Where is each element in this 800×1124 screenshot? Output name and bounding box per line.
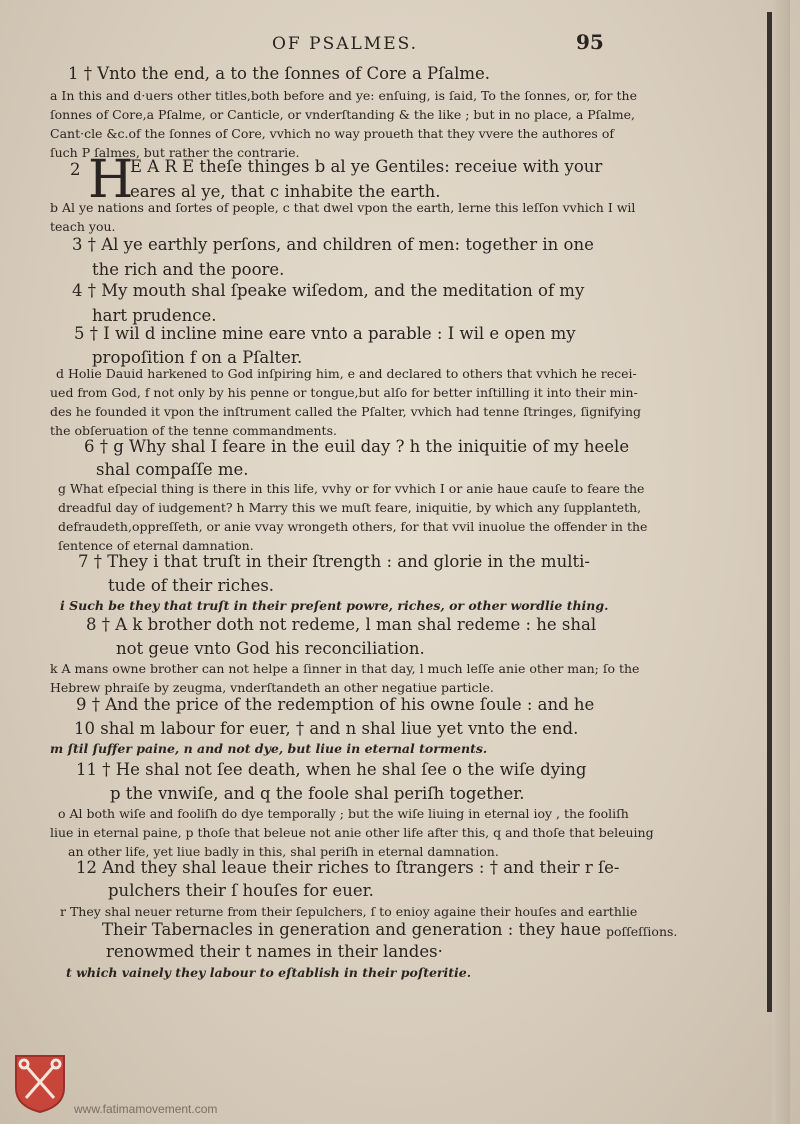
- verse-line: 2: [70, 160, 81, 179]
- annotation-line: Cant·cle &c.of the ſonnes of Core, vvhich no way proueth that they vvere the authores of: [50, 126, 614, 141]
- binding-edge: [767, 12, 772, 1012]
- annotation-line: g What eſpecial thing is there in this life, vvhy or for vvhich I or anie haue cauſe to feare the: [58, 481, 645, 496]
- page-number: 95: [576, 30, 604, 54]
- annotation-line: the obſeruation of the tenne commandments.: [50, 423, 337, 438]
- annotation-line: ſonnes of Core,a Pſalme, or Canticle, or vnderſtanding & the like ; but in no place, a Pſalme,: [50, 107, 635, 122]
- annotation-line: t which vainely they labour to eſtablish in their poſteritie.: [66, 965, 472, 980]
- drop-capital: H: [88, 150, 134, 210]
- annotation-line: d Holie Dauid harkened to God inſpiring him, e and declared to others that vvhich he recei-: [56, 366, 637, 381]
- verse-line: 4 † My mouth shal ſpeake wiſedom, and the meditation of my: [72, 281, 585, 300]
- annotation-line: defraudeth,oppreſſeth, or anie vvay wrongeth others, for that vvil inuolue the offender in the: [58, 519, 648, 534]
- scripture-page: [44, 30, 724, 980]
- verse-line: 7 † They i that truſt in their ſtrength : and glorie in the multi-: [78, 552, 590, 571]
- verse-line: 10 shal m labour for euer, † and n shal liue yet vnto the end.: [74, 719, 579, 738]
- verse-line: eares al ye, that c inhabite the earth.: [130, 182, 441, 201]
- annotation-line: a In this and d·uers other titles,both before and ye: enſuing, is ſaid, To the ſonnes, or, for the: [50, 88, 637, 103]
- verse-line: pulchers their ſ houſes for euer.: [108, 881, 374, 900]
- annotation-line: k A mans owne brother can not helpe a ſinner in that day, l much leſſe anie other man; ſo the: [50, 661, 640, 676]
- annotation-line: teach you.: [50, 219, 116, 234]
- verse-line: 12 And they shal leaue their riches to ſtrangers : † and their r ſe-: [76, 858, 620, 877]
- crossed-keys-shield-icon: [12, 1052, 68, 1114]
- annotation-line: m ſtil ſuffer paine, n and not dye, but liue in eternal torments.: [50, 741, 488, 756]
- annotation-line: i Such be they that truſt in their preſent powre, riches, or other wordlie thing.: [60, 598, 609, 613]
- page-edge-shadow: [772, 0, 790, 1124]
- running-title: OF PSALMES.: [272, 34, 419, 54]
- annotation-line: ſuch P ſalmes, but rather the contrarie.: [50, 145, 300, 160]
- verse-line: 1 † Vnto the end, a to the ſonnes of Core a Pſalme.: [68, 64, 491, 83]
- page-header: [44, 30, 724, 56]
- annotation-line: Hebrew phraiſe by zeugma, vnderſtandeth an other negatiue particle.: [50, 680, 494, 695]
- verse-line: 11 † He shal not ſee death, when he shal ſee o the wiſe dying: [76, 760, 587, 779]
- verse-line: shal compaſſe me.: [96, 460, 249, 479]
- annotation-line: b Al ye nations and ſortes of people, c that dwel vpon the earth, lerne this leſſon vvhich I wil: [50, 200, 636, 215]
- verse-line: 8 † A k brother doth not redeme, l man shal redeme : he shal: [86, 615, 597, 634]
- annotation-line: liue in eternal paine, p thoſe that beleue not anie other life after this, q and thoſe that beleuing: [50, 825, 654, 840]
- verse-line: Their Tabernacles in generation and generation : they haue: [102, 920, 602, 939]
- verse-line: 5 † I wil d incline mine eare vnto a parable : I wil e open my: [74, 324, 576, 343]
- verse-line: the rich and the poore.: [92, 260, 285, 279]
- verse-line: propoſition f on a Pſalter.: [92, 348, 303, 367]
- annotation-line: o Al both wiſe and fooliſh do dye temporally ; but the wiſe liuing in eternal ioy , the fooliſh: [58, 806, 629, 821]
- verse-line: tude of their riches.: [108, 576, 275, 595]
- footer-url[interactable]: www.fatimamovement.com: [74, 1102, 218, 1116]
- verse-line: p the vnwiſe, and q the foole shal periſh together.: [110, 784, 525, 803]
- annotation-line: an other life, yet liue badly in this, shal periſh in eternal damnation.: [68, 844, 499, 859]
- verse-line: renowmed their t names in their landes·: [106, 942, 443, 961]
- annotation-line: ued from God, f not only by his penne or tongue,but alſo for better inſtilling it into their min-: [50, 385, 638, 400]
- verse-line: E A R E theſe thinges b al ye Gentiles: receiue with your: [130, 157, 603, 176]
- annotation-line: poſſeſſions.: [606, 924, 678, 939]
- verse-line: not geue vnto God his reconciliation.: [116, 639, 425, 658]
- verse-line: 6 † g Why shal I feare in the euil day ? h the iniquitie of my heele: [84, 437, 630, 456]
- annotation-line: dreadful day of iudgement? h Marry this we muſt feare, iniquitie, by which any ſupplanteth,: [58, 500, 642, 515]
- annotation-line: ſentence of eternal damnation.: [58, 538, 254, 553]
- annotation-line: r They shal neuer returne from their ſepulchers, ſ to enioy againe their houſes and earthlie: [60, 904, 638, 919]
- verse-line: 3 † Al ye earthly perſons, and children of men: together in one: [72, 235, 594, 254]
- verse-line: hart prudence.: [92, 306, 217, 325]
- verse-line: 9 † And the price of the redemption of his owne ſoule : and he: [76, 695, 595, 714]
- annotation-line: des he founded it vpon the inſtrument called the Pſalter, vvhich had tenne ſtringes, ſignifying: [50, 404, 642, 419]
